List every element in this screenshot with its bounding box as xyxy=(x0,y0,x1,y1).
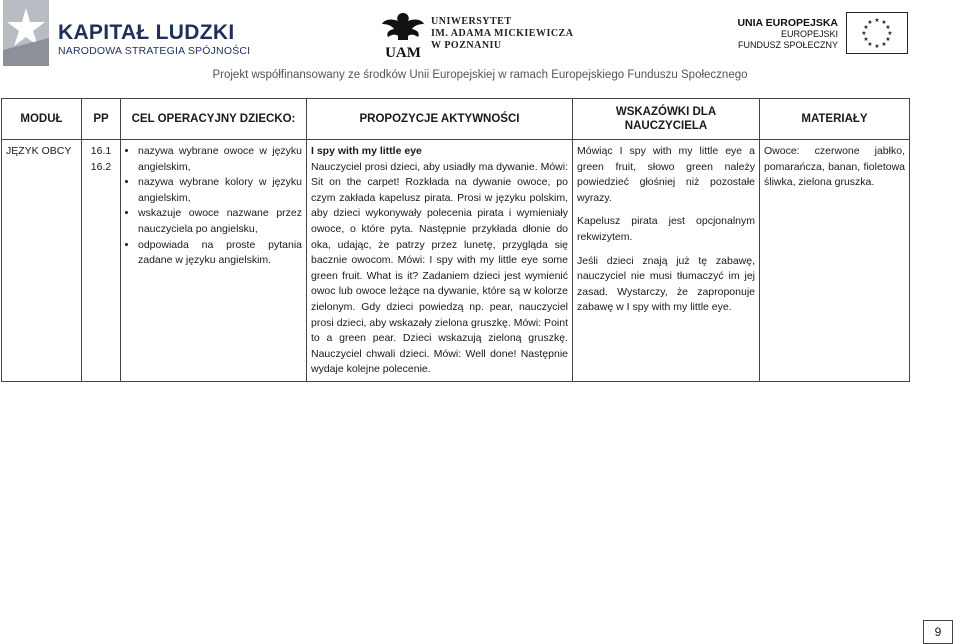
eu-line-2: EUROPEJSKI xyxy=(780,29,838,39)
eu-flag-icon xyxy=(846,12,908,54)
header-activities: PROPOZYCJE AKTYWNOŚCI xyxy=(307,99,573,140)
svg-text:UAM: UAM xyxy=(385,45,421,60)
table-row xyxy=(2,140,910,382)
page-number: 9 xyxy=(923,620,953,644)
eu-label xyxy=(737,17,838,51)
uam-eagle-icon xyxy=(380,10,426,60)
lesson-plan-table xyxy=(1,98,910,382)
svg-text:★: ★ xyxy=(867,41,873,48)
svg-text:★: ★ xyxy=(881,19,887,26)
svg-text:★: ★ xyxy=(885,24,891,31)
goal-item: • wskazuje owoce nazwane przez nauczyciela po angielsku, xyxy=(138,206,302,237)
kapital-title: KAPITAŁ LUDZKI xyxy=(58,21,235,44)
header-goal: CEL OPERACYJNY DZIECKO: xyxy=(121,99,307,140)
svg-text:★: ★ xyxy=(867,19,873,26)
pp-value-1: 16.1 xyxy=(90,145,112,157)
uam-name xyxy=(431,16,573,52)
materials-cell xyxy=(760,140,910,382)
svg-text:★: ★ xyxy=(863,36,869,43)
goal-item: • nazywa wybrane kolory w języku angielskim, xyxy=(138,175,302,206)
svg-text:★: ★ xyxy=(887,30,893,37)
kapital-subtitle: NARODOWA STRATEGIA SPÓJNOŚCI xyxy=(58,45,251,57)
goal-item: • odpowiada na proste pytania zadane w języku angielskim. xyxy=(138,238,302,269)
activity-description: Nauczyciel prosi dzieci, aby usiadły ma dywanie. Mówi: Sit on the carpet! Rozkłada na dywanie owoce, po czym zakłada kapelusz pirata. Prosi w języku polskim, aby dzieci wykonywały polecenia pirata i wymieniały owoce, o które pyta. Następnie przykłada dłonie do oka, udając, że patrzy przez lunetę, przygląda się bacznie owocom. Mówi: I spy with my little eye some green fruit. What is it? Zadaniem dzieci jest wymienić owoc lub owoce leżące na dywanie, które są w kolorze zielonym. Gdy dzieci powiedzą np. pear, nauczyciel prosi dzieci, aby wskazały zielona gruszkę. Mówi: Point to a green pear. Dzieci wskazują zieloną gruszkę. Nauczyciel chwali dzieci. Mówi: Well done! Następnie wydaje kolejne polecenie. xyxy=(311,160,568,376)
goals-list xyxy=(125,144,302,269)
header-pp: PP xyxy=(82,99,121,140)
svg-text:★: ★ xyxy=(881,41,887,48)
header-materials: MATERIAŁY xyxy=(760,99,910,140)
pp-cell xyxy=(82,140,121,382)
module-value: JĘZYK OBCY xyxy=(6,145,72,157)
tip-text: Kapelusz pirata jest opcjonalnym rekwizytem. xyxy=(577,215,755,243)
materials-value: Owoce: czerwone jabłko, pomarańcza, banan, fioletowa śliwka, zielona gruszka. xyxy=(764,145,905,189)
project-funding-line: Projekt współfinansowany ze środków Unii Europejskiej w ramach Europejskiego Funduszu Społecznego xyxy=(212,69,748,81)
uam-line-3: W POZNANIU xyxy=(431,40,502,51)
activities-cell xyxy=(307,140,573,382)
pp-value-2: 16.2 xyxy=(90,160,112,173)
svg-text:★: ★ xyxy=(885,36,891,43)
table-header-row xyxy=(2,99,910,140)
goals-cell xyxy=(121,140,307,382)
svg-text:★: ★ xyxy=(863,24,869,31)
activity-title: I spy with my little eye xyxy=(311,145,422,157)
eu-line-3: FUNDUSZ SPOŁECZNY xyxy=(737,40,838,50)
kapital-ludzki-wordmark xyxy=(58,22,250,57)
header-tips: WSKAZÓWKI DLA NAUCZYCIELA xyxy=(573,99,760,140)
tip-text: Mówiąc I spy with my little eye a green fruit, słowo green należy powiedzieć głośniej niż pozostałe wyrazy. xyxy=(577,145,755,204)
svg-text:★: ★ xyxy=(874,17,880,24)
svg-text:★: ★ xyxy=(861,30,867,37)
uam-line-1: UNIWERSYTET xyxy=(431,16,512,27)
kapital-ludzki-logo xyxy=(3,0,49,66)
module-cell xyxy=(2,140,82,382)
goal-item: • nazywa wybrane owoce w języku angielskim, xyxy=(138,144,302,175)
svg-text:★: ★ xyxy=(874,43,880,50)
tip-text: Jeśli dzieci znają już tę zabawę, nauczyciel nie musi tłumaczyć im jej zasad. Wystarczy, że zaproponuje zabawę w I spy with my little eye. xyxy=(577,254,755,314)
header-module: MODUŁ xyxy=(2,99,82,140)
uam-line-2: IM. ADAMA MICKIEWICZA xyxy=(431,28,574,39)
tips-cell xyxy=(573,140,760,382)
eu-line-1: UNIA EUROPEJSKA xyxy=(737,17,838,29)
